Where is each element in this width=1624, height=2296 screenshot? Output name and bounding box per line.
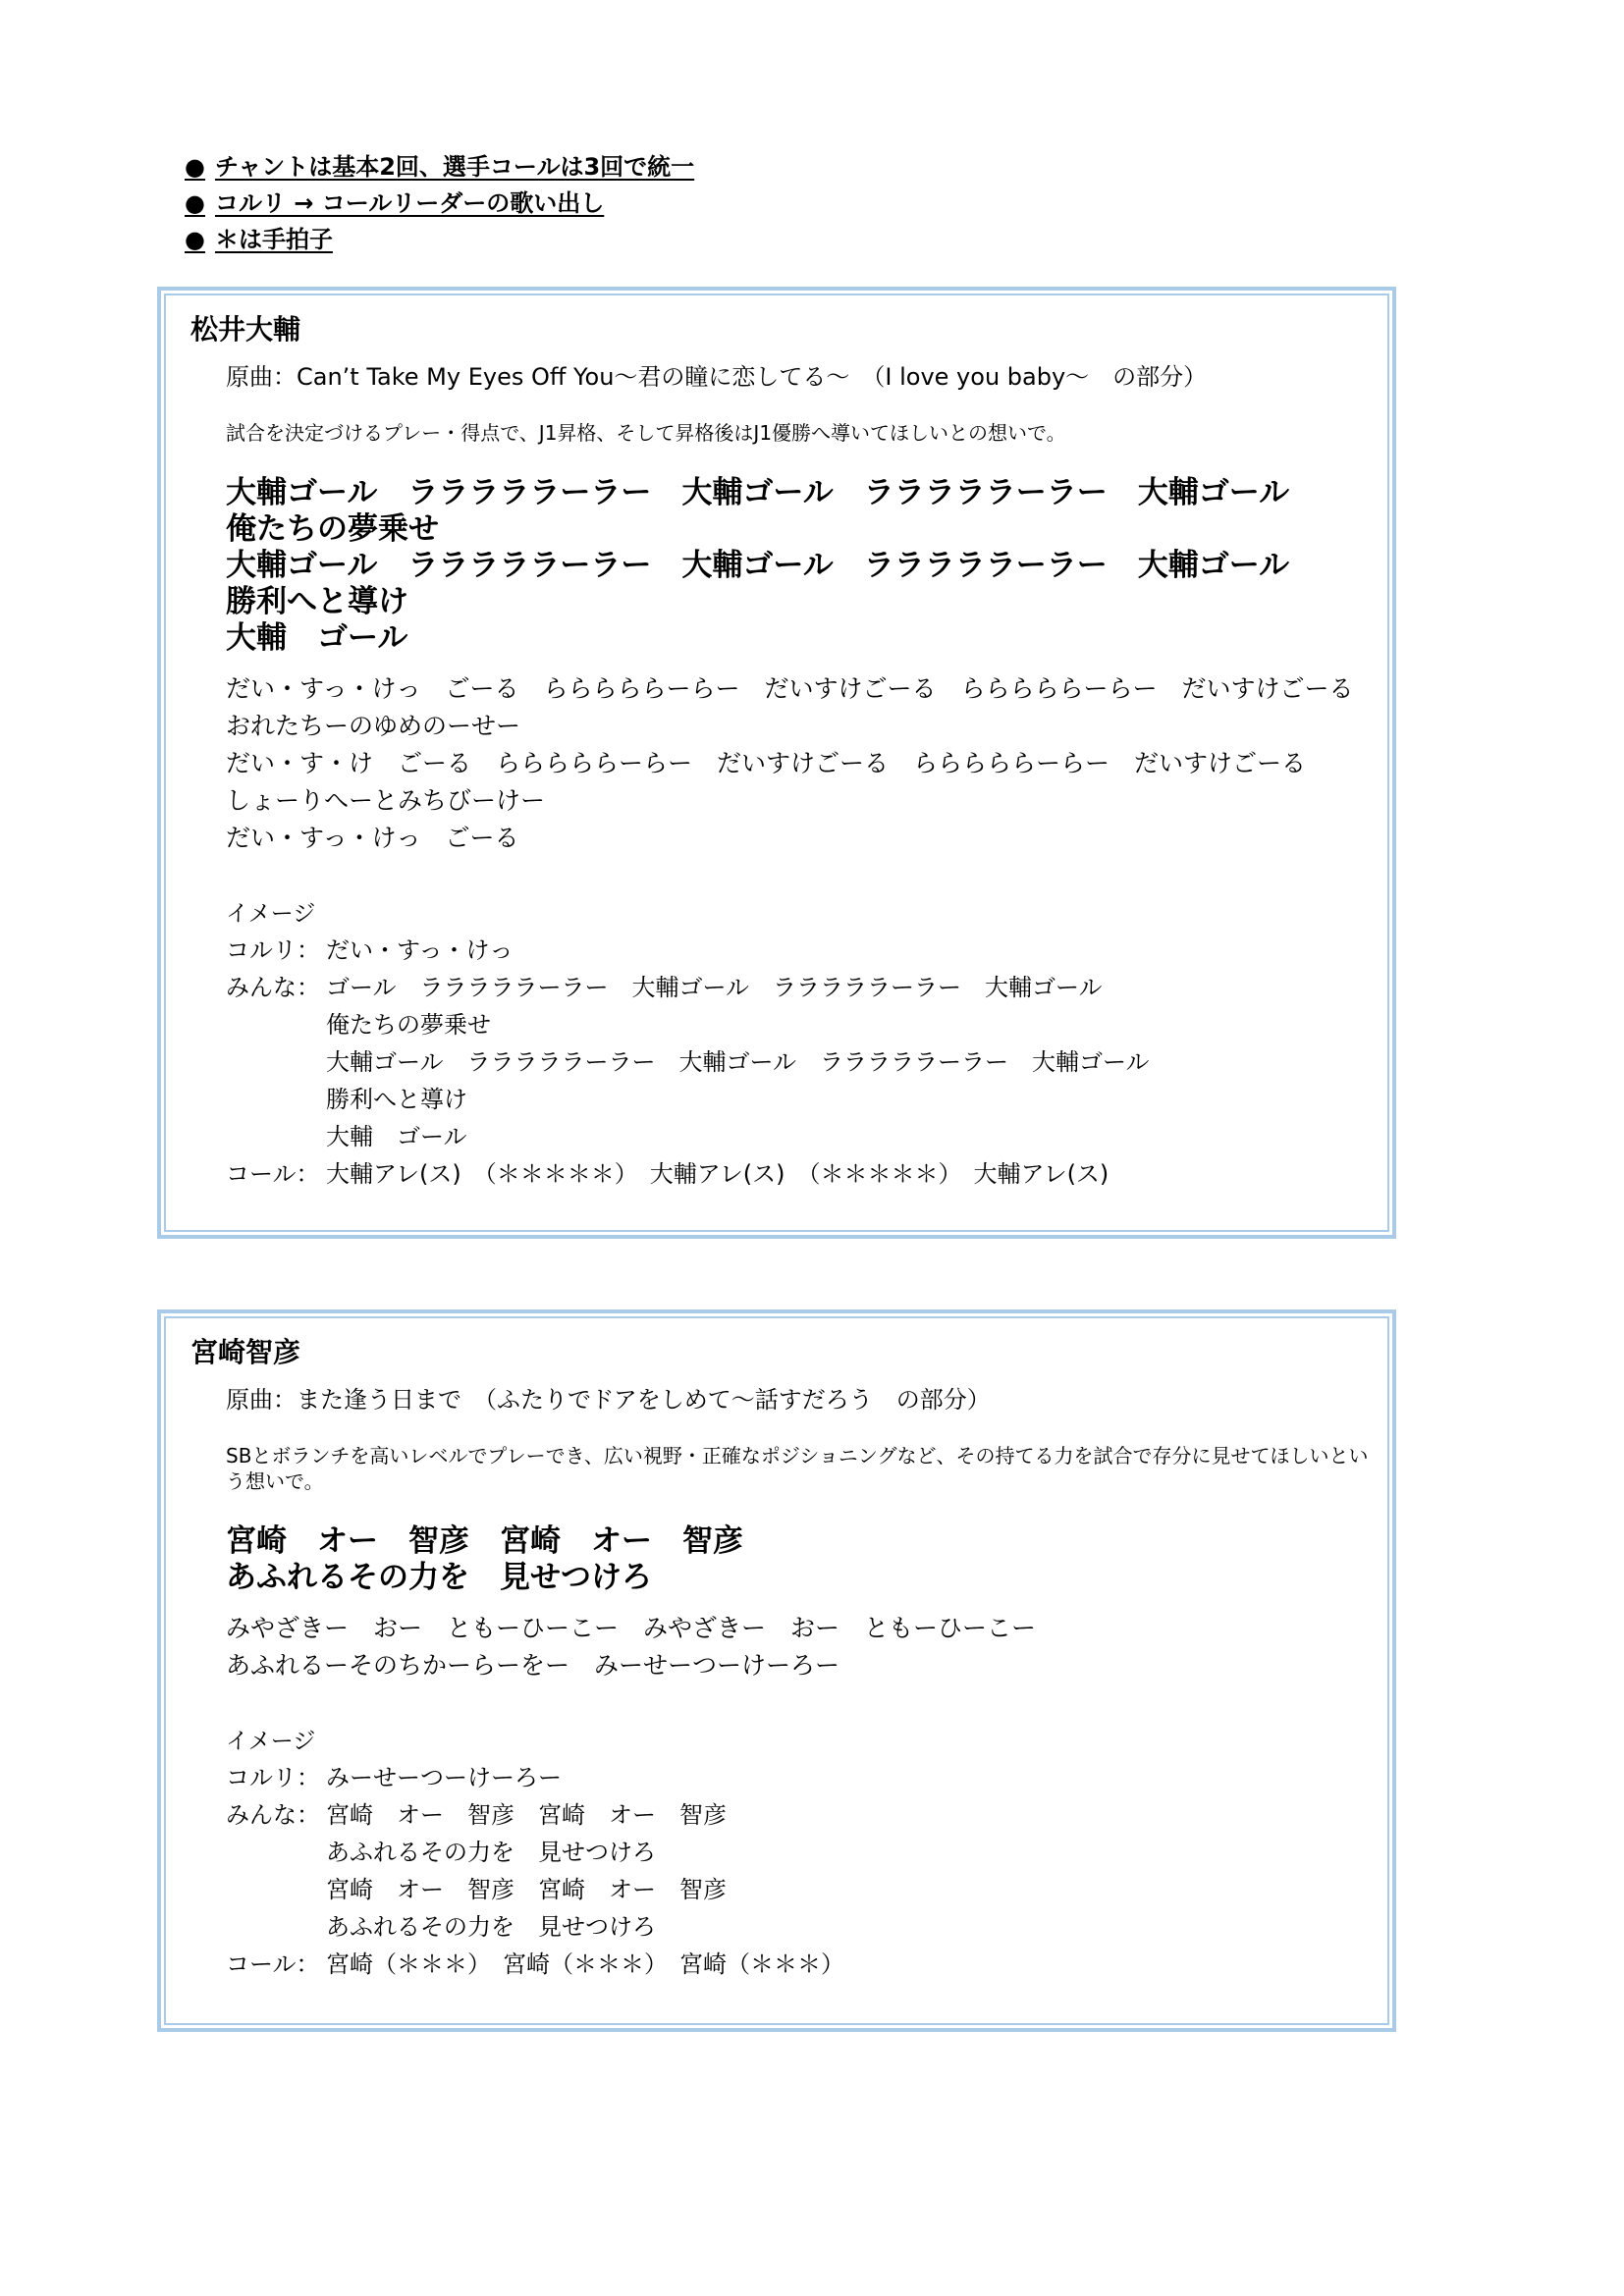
row-lines [326, 932, 1373, 969]
row-label: みんな： [226, 974, 320, 1001]
bullet-icon: ● [185, 189, 205, 217]
kana-line: だい・すっ・けっ ごーる らららららーらー だいすけごーる らららららーらー だいすけごーる [226, 674, 1354, 703]
row-line: ゴール ラララララーラー 大輔ゴール ラララララーラー 大輔ゴール [326, 974, 1103, 1001]
row-label: コール： [226, 1950, 320, 1978]
note-item [185, 186, 694, 222]
row-lines [326, 969, 1373, 1155]
chant-lyrics [190, 1523, 1373, 1596]
chant-line: 勝利へと導け [226, 584, 408, 619]
row-line: 大輔アレ(ス) （＊＊＊＊＊） 大輔アレ(ス) （＊＊＊＊＊） 大輔アレ(ス) [326, 1160, 1110, 1188]
kana-line: みやざきー おー ともーひーこー みやざきー おー ともーひーこー [226, 1614, 1037, 1642]
kana-lyrics [190, 670, 1373, 857]
note-text: チャントは基本2回、選手コールは3回で統一 [214, 153, 695, 181]
image-section-title: イメージ [226, 1729, 316, 1754]
image-row-call [190, 1946, 1373, 1983]
row-lines [326, 1759, 1373, 1796]
row-lines [326, 1796, 1373, 1946]
row-line: 大輔ゴール ラララララーラー 大輔ゴール ラララララーラー 大輔ゴール [326, 1048, 1150, 1076]
image-section-title: イメージ [226, 901, 316, 927]
chant-line: あふれるその力を 見せつけろ [226, 1560, 652, 1595]
description: 試合を決定づけるプレー・得点で、J1昇格、そして昇格後はJ1優勝へ導いてほしいとの想いで。 [226, 421, 1066, 445]
row-line: 大輔 ゴール [326, 1123, 467, 1150]
original-song: 原曲：また逢う日まで （ふたりでドアをしめて～話すだろう の部分） [226, 1386, 991, 1414]
description: SBとボランチを高いレベルでプレーでき、広い視野・正確なポジショニングなど、その持てる力を試合で存分に見せてほしいという想いで。 [226, 1444, 1369, 1493]
kana-line: あふれるーそのちかーらーをー みーせーつーけーろー [226, 1651, 840, 1680]
player-name: 松井大輔 [190, 313, 301, 346]
notes-list [185, 149, 694, 258]
player-panel-miyazaki [157, 1309, 1396, 2032]
player-name: 宮崎智彦 [190, 1336, 301, 1368]
note-item [185, 149, 694, 186]
chant-line: 大輔 ゴール [226, 620, 408, 656]
row-lines [326, 1946, 1373, 1983]
note-text: ＊は手拍子 [214, 226, 333, 253]
kana-line: だい・すっ・けっ ごーる [226, 824, 519, 852]
row-line: 勝利へと導け [326, 1086, 467, 1113]
player-panel-matsui [157, 287, 1396, 1239]
row-line: あふれるその力を 見せつけろ [326, 1839, 656, 1866]
image-row-minna [190, 1796, 1373, 1946]
chant-lyrics [190, 475, 1373, 657]
row-label: コール： [226, 1160, 320, 1188]
row-label: コルリ： [226, 936, 320, 964]
kana-lyrics [190, 1610, 1373, 1684]
row-line: 俺たちの夢乗せ [326, 1011, 491, 1039]
chant-line: 大輔ゴール ラララララーラー 大輔ゴール ラララララーラー 大輔ゴール [226, 475, 1290, 510]
row-line: みーせーつーけーろー [326, 1764, 562, 1791]
row-line: あふれるその力を 見せつけろ [326, 1913, 656, 1941]
chant-line: 俺たちの夢乗せ [226, 511, 439, 547]
kana-line: おれたちーのゆめのーせー [226, 712, 521, 740]
image-row-korui [190, 932, 1373, 969]
row-label: コルリ： [226, 1764, 320, 1791]
row-line: だい・すっ・けっ [326, 936, 514, 964]
row-line: 宮崎 オー 智彦 宮崎 オー 智彦 [326, 1801, 727, 1829]
chant-line: 宮崎 オー 智彦 宮崎 オー 智彦 [226, 1523, 743, 1559]
row-lines [326, 1155, 1373, 1193]
kana-line: しょーりへーとみちびーけー [226, 786, 546, 815]
row-line: 宮崎（＊＊＊） 宮崎（＊＊＊） 宮崎（＊＊＊） [326, 1950, 844, 1978]
image-row-call [190, 1155, 1373, 1193]
chant-line: 大輔ゴール ラララララーラー 大輔ゴール ラララララーラー 大輔ゴール [226, 548, 1290, 583]
note-text: コルリ → コールリーダーの歌い出し [214, 189, 605, 217]
panel-content [190, 1331, 1373, 1983]
kana-line: だい・す・け ごーる らららららーらー だいすけごーる らららららーらー だいすけごーる [226, 749, 1307, 777]
image-row-korui [190, 1759, 1373, 1796]
row-label: みんな： [226, 1801, 320, 1829]
bullet-icon: ● [185, 226, 205, 253]
image-row-minna [190, 969, 1373, 1155]
row-line: 宮崎 オー 智彦 宮崎 オー 智彦 [326, 1876, 727, 1903]
bullet-icon: ● [185, 153, 205, 181]
original-song: 原曲：Can’t Take My Eyes Off You～君の瞳に恋してる～ （I love you baby～ の部分） [226, 363, 1208, 391]
note-item [185, 222, 694, 258]
panel-content [190, 308, 1373, 1193]
